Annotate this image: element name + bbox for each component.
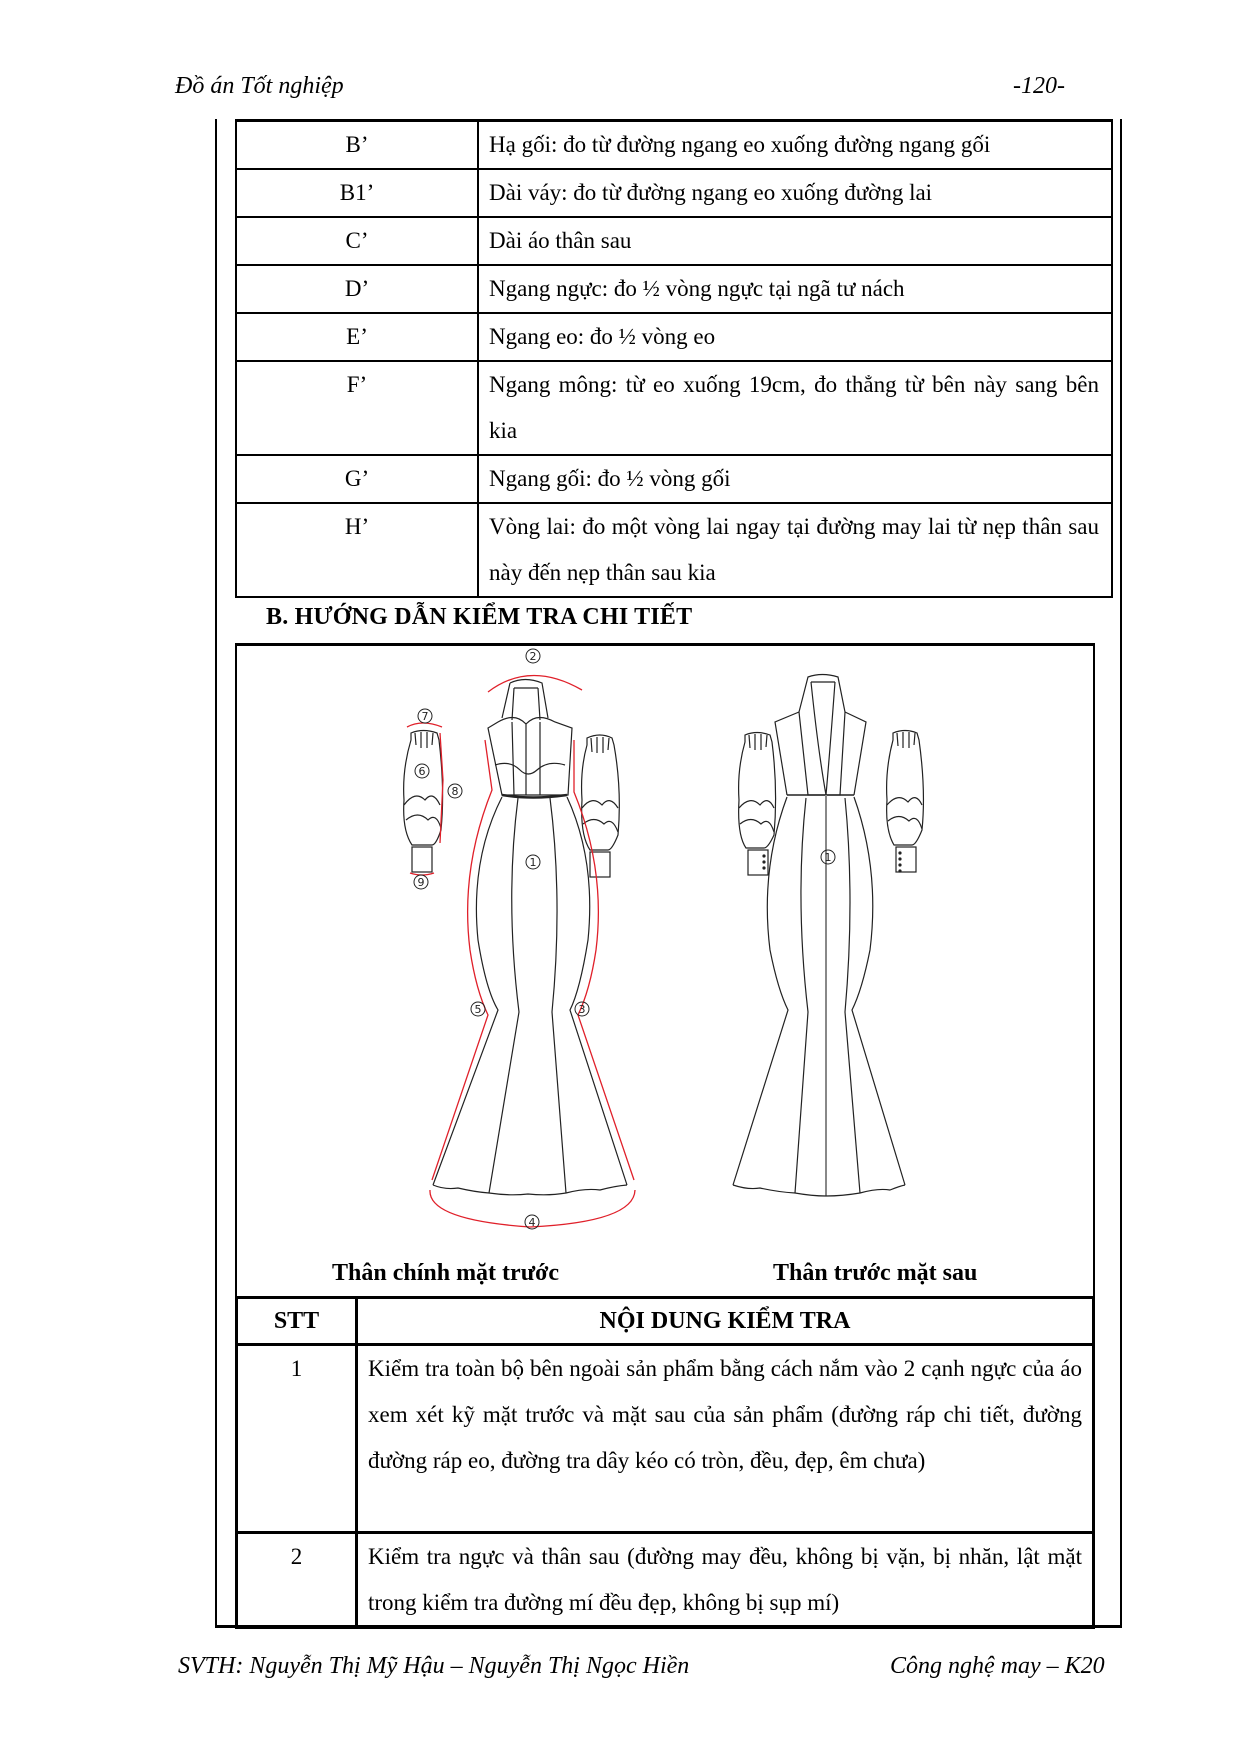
table-row — [237, 1533, 1094, 1628]
page-number: -120- — [1013, 73, 1065, 99]
footer-authors: SVTH: Nguyễn Thị Mỹ Hậu – Nguyễn Thị Ngọc Hiền — [178, 1653, 690, 1679]
measurement-code: E’ — [236, 313, 478, 361]
caption-back-view: Thân trước mặt sau — [773, 1260, 978, 1286]
measurement-code: G’ — [236, 455, 478, 503]
row-number: 1 — [237, 1345, 357, 1533]
svg-text:5: 5 — [474, 1003, 482, 1016]
measurement-code: B1’ — [236, 169, 478, 217]
measurement-code: H’ — [236, 503, 478, 597]
dress-technical-drawing — [237, 646, 1089, 1296]
callout-1-back — [821, 850, 835, 864]
callout-8 — [448, 784, 462, 798]
measurement-description: Ngang eo: đo ½ vòng eo — [478, 313, 1112, 361]
callout-2 — [526, 649, 540, 663]
document-title: Đồ án Tốt nghiệp — [175, 73, 344, 99]
table-row — [236, 455, 1112, 503]
callout-4 — [525, 1215, 539, 1229]
callout-labels — [414, 649, 835, 1229]
measurement-description: Ngang mông: từ eo xuống 19cm, đo thẳng từ bên này sang bên kia — [478, 361, 1112, 455]
table-row — [236, 503, 1112, 597]
svg-text:4: 4 — [528, 1216, 536, 1229]
footer-program: Công nghệ may – K20 — [890, 1653, 1105, 1679]
svg-text:2: 2 — [529, 650, 537, 663]
callout-3 — [575, 1002, 589, 1016]
measurement-description: Dài áo thân sau — [478, 217, 1112, 265]
column-header-stt: STT — [237, 1298, 357, 1345]
callout-6 — [415, 764, 429, 778]
svg-text:6: 6 — [418, 765, 426, 778]
callout-9 — [414, 875, 428, 889]
measurement-description: Ngang ngực: đo ½ vòng ngực tại ngã tư nách — [478, 265, 1112, 313]
callout-5 — [471, 1002, 485, 1016]
callout-7 — [418, 709, 432, 723]
table-row — [236, 121, 1112, 170]
table-row — [236, 313, 1112, 361]
inspection-table — [235, 1296, 1095, 1629]
table-row — [236, 217, 1112, 265]
measurement-code: B’ — [236, 121, 478, 170]
measurement-description: Ngang gối: đo ½ vòng gối — [478, 455, 1112, 503]
measurement-code: D’ — [236, 265, 478, 313]
measurement-description: Vòng lai: đo một vòng lai ngay tại đường may lai từ nẹp thân sau này đến nẹp thân sau kia — [478, 503, 1112, 597]
svg-text:1: 1 — [824, 851, 832, 864]
measurement-description: Dài váy: đo từ đường ngang eo xuống đường lai — [478, 169, 1112, 217]
svg-text:8: 8 — [451, 785, 459, 798]
front-left-sleeve — [404, 731, 443, 873]
table-row — [236, 169, 1112, 217]
back-dress-figure — [733, 675, 905, 1197]
table-row — [236, 265, 1112, 313]
check-content: Kiểm tra toàn bộ bên ngoài sản phẩm bằng cách nắm vào 2 cạnh ngực của áo xem xét kỹ mặt trước và mặt sau của sản phẩm (đường ráp chi tiết, đường đường ráp eo, đường tra dây kéo có tròn, đều, đẹp, êm chưa) — [357, 1345, 1094, 1533]
caption-front-view: Thân chính mặt trước — [332, 1260, 560, 1286]
back-right-sleeve — [887, 731, 924, 873]
inspection-annotations — [407, 675, 635, 1227]
measurement-code: F’ — [236, 361, 478, 455]
check-content: Kiểm tra ngực và thân sau (đường may đều, không bị vặn, bị nhăn, lật mặt trong kiểm tra đường mí đều đẹp, không bị sụp mí) — [357, 1533, 1094, 1628]
table-header-row — [237, 1298, 1094, 1345]
measurement-code: C’ — [236, 217, 478, 265]
column-header-content: NỘI DUNG KIỂM TRA — [357, 1298, 1094, 1345]
section-title: B. HƯỚNG DẪN KIỂM TRA CHI TIẾT — [266, 604, 693, 630]
measurement-description: Hạ gối: đo từ đường ngang eo xuống đường ngang gối — [478, 121, 1112, 170]
svg-text:9: 9 — [417, 876, 425, 889]
front-right-sleeve — [582, 735, 620, 877]
table-row — [237, 1345, 1094, 1533]
back-left-sleeve — [739, 733, 776, 876]
table-row — [236, 361, 1112, 455]
svg-text:1: 1 — [529, 856, 537, 869]
svg-text:7: 7 — [421, 710, 429, 723]
measurement-table — [235, 119, 1113, 598]
svg-text:3: 3 — [578, 1003, 586, 1016]
row-number: 2 — [237, 1533, 357, 1628]
callout-1-front — [526, 855, 540, 869]
